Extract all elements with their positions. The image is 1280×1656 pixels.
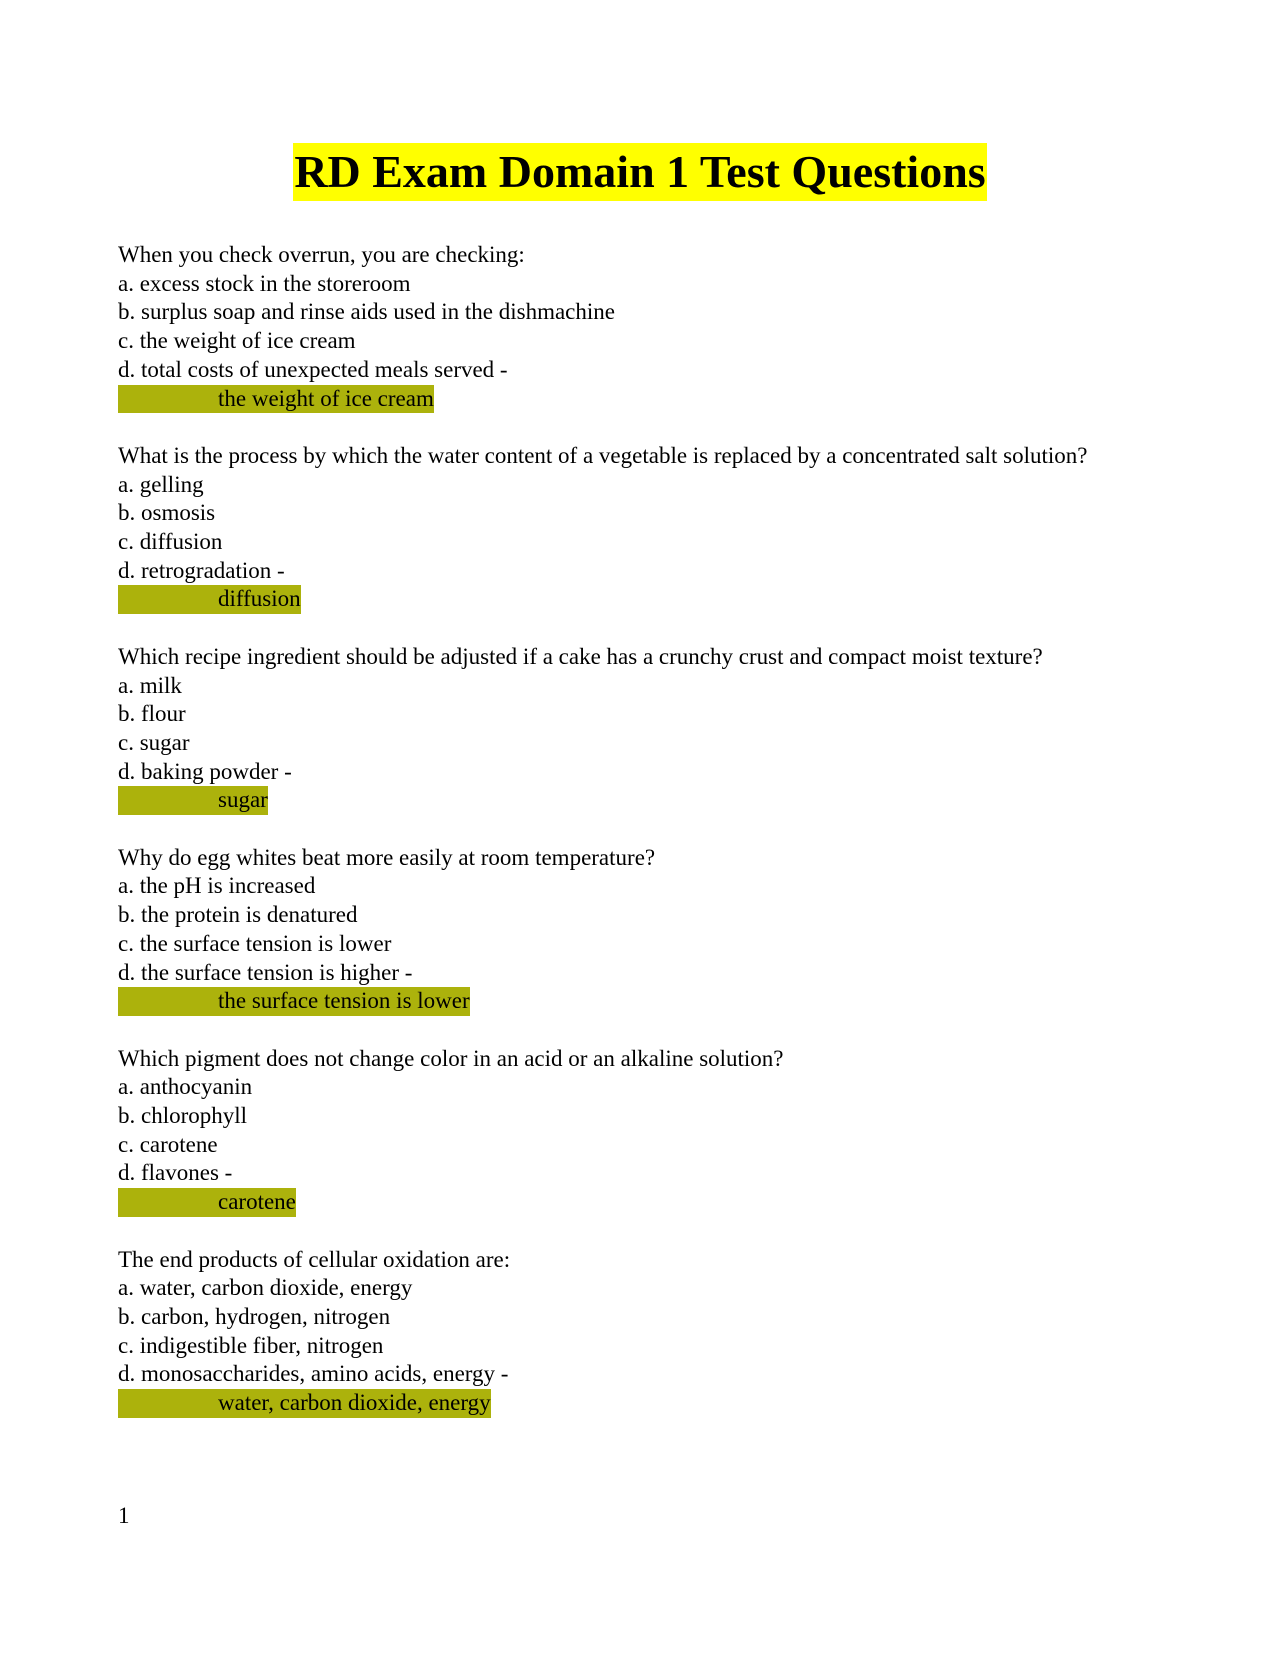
option-b: b. surplus soap and rinse aids used in the dishmachine bbox=[118, 299, 615, 325]
option-a: a. the pH is increased bbox=[118, 873, 316, 899]
option-c: c. the surface tension is lower bbox=[118, 930, 392, 956]
option-b: b. flour bbox=[118, 701, 186, 727]
answer-highlight: the surface tension is lower bbox=[118, 987, 470, 1016]
option-a: a. gelling bbox=[118, 471, 204, 497]
option-d: d. monosaccharides, amino acids, energy - bbox=[118, 1361, 509, 1387]
document-title: RD Exam Domain 1 Test Questions bbox=[293, 143, 986, 201]
question-text: Which pigment does not change color in an acid or an alkaline solution? bbox=[118, 1045, 784, 1071]
answer-highlight: carotene bbox=[118, 1188, 296, 1217]
option-b: b. chlorophyll bbox=[118, 1103, 248, 1129]
question-text: When you check overrun, you are checking: bbox=[118, 242, 525, 267]
question-block-6 bbox=[118, 1246, 1128, 1418]
option-a: a. milk bbox=[118, 672, 182, 698]
page-number: 1 bbox=[118, 1503, 130, 1528]
question-block-3 bbox=[118, 643, 1128, 815]
option-c: c. diffusion bbox=[118, 529, 223, 555]
question-text: The end products of cellular oxidation are: bbox=[118, 1246, 511, 1272]
question-block-1 bbox=[118, 241, 1128, 413]
option-d: d. the surface tension is higher - bbox=[118, 959, 413, 985]
option-c: c. the weight of ice cream bbox=[118, 328, 356, 354]
option-d: d. flavones - bbox=[118, 1160, 233, 1186]
option-a: a. water, carbon dioxide, energy bbox=[118, 1275, 413, 1301]
option-b: b. carbon, hydrogen, nitrogen bbox=[118, 1303, 391, 1329]
question-list bbox=[118, 241, 1128, 1446]
option-a: a. anthocyanin bbox=[118, 1074, 253, 1100]
question-block-5 bbox=[118, 1045, 1128, 1217]
title-container bbox=[0, 143, 1280, 201]
option-a: a. excess stock in the storeroom bbox=[118, 270, 411, 296]
option-d: d. total costs of unexpected meals served - bbox=[118, 356, 508, 382]
answer-highlight: diffusion bbox=[118, 585, 301, 614]
option-d: d. retrogradation - bbox=[118, 557, 285, 583]
option-c: c. carotene bbox=[118, 1131, 218, 1157]
question-text: What is the process by which the water content of a vegetable is replaced by a concentrated salt solution? bbox=[118, 442, 1088, 468]
answer-highlight: sugar bbox=[118, 786, 268, 815]
question-block-2 bbox=[118, 442, 1128, 614]
option-b: b. osmosis bbox=[118, 500, 216, 526]
question-text: Which recipe ingredient should be adjusted if a cake has a crunchy crust and compact moist texture? bbox=[118, 643, 1043, 669]
answer-highlight: water, carbon dioxide, energy bbox=[118, 1389, 491, 1418]
option-c: c. indigestible fiber, nitrogen bbox=[118, 1332, 384, 1358]
option-b: b. the protein is denatured bbox=[118, 902, 358, 928]
option-d: d. baking powder - bbox=[118, 758, 292, 784]
question-text: Why do egg whites beat more easily at room temperature? bbox=[118, 844, 656, 870]
question-block-4 bbox=[118, 844, 1128, 1016]
option-c: c. sugar bbox=[118, 729, 190, 755]
answer-highlight: the weight of ice cream bbox=[118, 385, 434, 414]
